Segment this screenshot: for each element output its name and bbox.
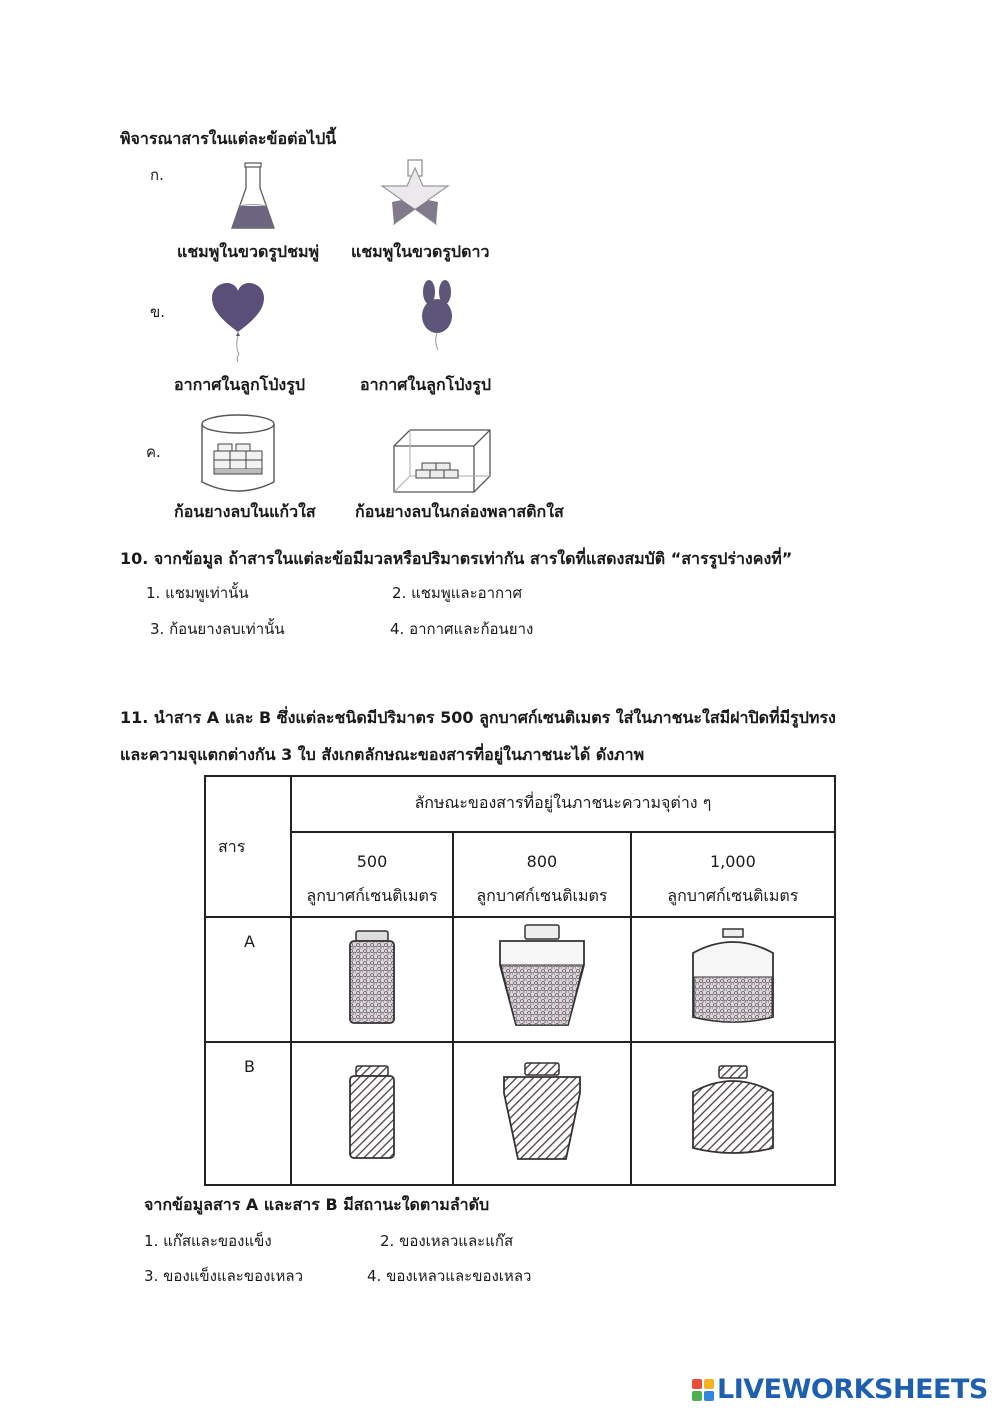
cell-a-500	[291, 917, 453, 1043]
q10-option-2[interactable]: 2. แชมพูและอากาศ	[392, 584, 523, 602]
cell-b-500	[291, 1042, 453, 1185]
logo-squares-icon	[692, 1379, 714, 1401]
cell-b-1000	[631, 1042, 835, 1185]
q11-option-3[interactable]: 3. ของแข็งและของเหลว	[144, 1267, 304, 1285]
cell-b-800	[453, 1042, 631, 1185]
q11-line2: และความจุแตกต่างกัน 3 ใบ สังเกตลักษณะของสารที่อยู่ในภาชนะได้ ดังภาพ	[120, 745, 645, 764]
q10-option-1[interactable]: 1. แชมพูเท่านั้น	[146, 584, 249, 602]
caption-air-bunny: อากาศในลูกโป่งรูป	[360, 375, 491, 394]
header-capacity-800: 800 ลูกบาศก์เซนติเมตร	[453, 832, 631, 916]
group-label-a: ก.	[150, 166, 164, 184]
q11-line1: 11. นำสาร A และ B ซึ่งแต่ละชนิดมีปริมาตร 500 ลูกบาศก์เซนติเมตร ใส่ในภาชนะใสมีฝาปิดที่มีรูปทรง	[120, 708, 836, 727]
substance-table	[204, 775, 836, 1186]
caption-eraser-glass: ก้อนยางลบในแก้วใส	[174, 502, 316, 521]
q10-option-4[interactable]: 4. อากาศและก้อนยาง	[390, 620, 534, 638]
row-label-a: A	[205, 917, 291, 1043]
header-group: ลักษณะของสารที่อยู่ในภาชนะความจุต่าง ๆ	[291, 776, 835, 832]
q11-option-4[interactable]: 4. ของเหลวและของเหลว	[367, 1267, 532, 1285]
container-b-500-image	[342, 1060, 402, 1164]
eraser-box-image	[390, 426, 494, 496]
heart-balloon-image	[208, 280, 268, 362]
container-a-800-image	[492, 921, 592, 1033]
row-label-b: B	[205, 1042, 291, 1185]
group-label-b: ข.	[150, 303, 166, 321]
q11-option-2[interactable]: 2. ของเหลวและแก๊ส	[380, 1232, 514, 1250]
container-a-500-image	[342, 925, 402, 1029]
caption-air-heart: อากาศในลูกโป่งรูป	[174, 375, 305, 394]
caption-shampoo-flask: แชมพูในขวดรูปชมพู่	[177, 242, 320, 261]
group-label-c: ค.	[146, 443, 161, 461]
intro-text: พิจารณาสารในแต่ละข้อต่อไปนี้	[120, 129, 337, 148]
caption-shampoo-star: แชมพูในขวดรูปดาว	[351, 242, 490, 261]
container-b-1000-image	[685, 1062, 781, 1162]
container-a-1000-image	[685, 925, 781, 1029]
bunny-balloon-image	[412, 278, 462, 360]
q10-text: 10. จากข้อมูล ถ้าสารในแต่ละข้อมีมวลหรือปริมาตรเท่ากัน สารใดที่แสดงสมบัติ “สารรูปร่างคงที่”	[120, 549, 793, 568]
header-capacity-1000: 1,000 ลูกบาศก์เซนติเมตร	[631, 832, 835, 916]
header-substance: สาร	[205, 776, 291, 917]
flask-shampoo-image	[228, 160, 278, 232]
star-bottle-image	[378, 158, 452, 232]
cell-a-1000	[631, 917, 835, 1043]
logo-text: LIVEWORKSHEETS	[717, 1374, 988, 1405]
q10-option-3[interactable]: 3. ก้อนยางลบเท่านั้น	[150, 620, 285, 638]
q11-option-1[interactable]: 1. แก๊สและของแข็ง	[144, 1232, 272, 1250]
header-capacity-500: 500 ลูกบาศก์เซนติเมตร	[291, 832, 453, 916]
caption-eraser-box: ก้อนยางลบในกล่องพลาสติกใส	[355, 502, 564, 521]
q11-question: จากข้อมูลสาร A และสาร B มีสถานะใดตามลำดับ	[144, 1195, 490, 1214]
container-b-800-image	[492, 1059, 592, 1165]
cell-a-800-image	[453, 917, 631, 1043]
liveworksheets-logo	[692, 1374, 988, 1405]
eraser-glass-image	[196, 404, 280, 498]
